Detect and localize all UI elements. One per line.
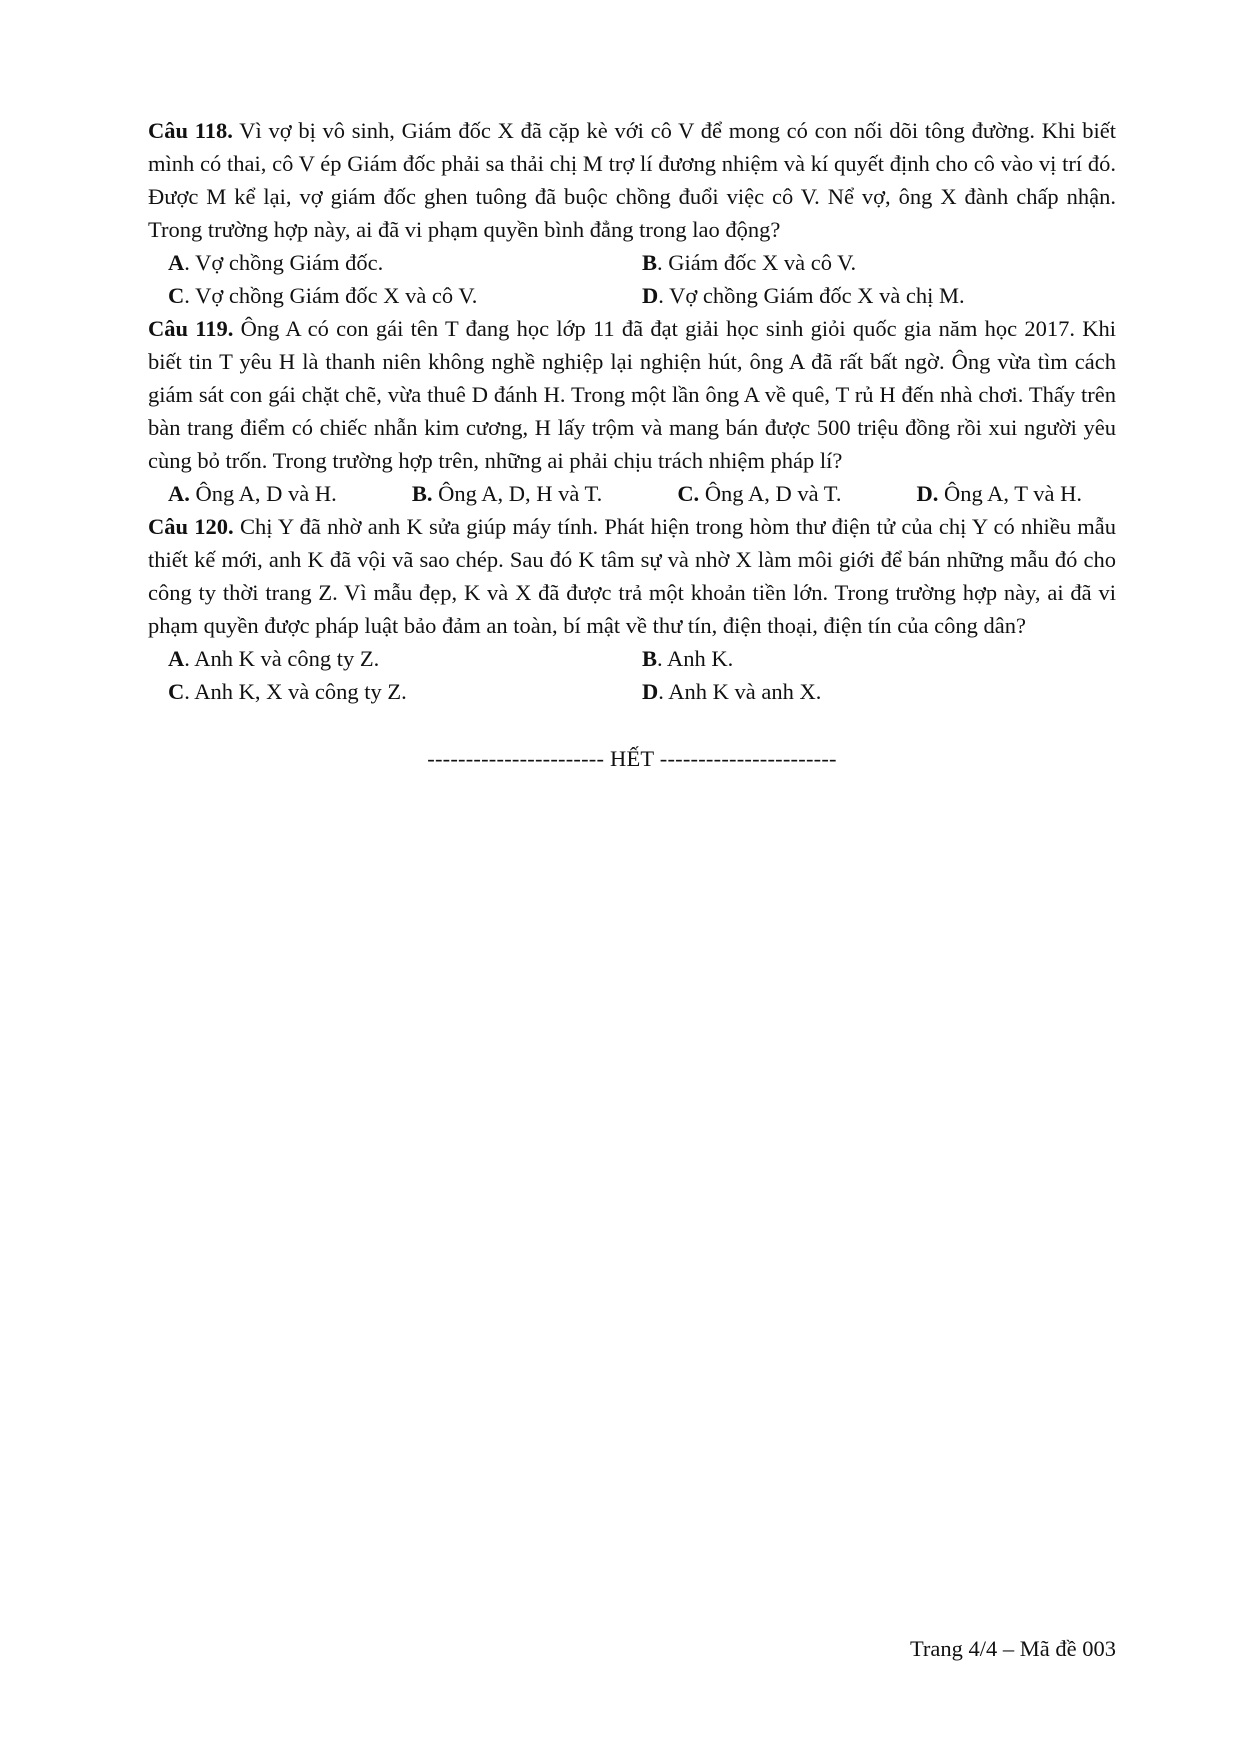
options-row: [148, 279, 1116, 312]
options-row: [148, 642, 1116, 675]
option-letter: B: [642, 250, 658, 275]
question-label: Câu 118.: [148, 118, 233, 143]
question-text: [148, 510, 1116, 642]
option-letter: A: [168, 646, 185, 671]
page-footer: Trang 4/4 – Mã đề 003: [909, 1636, 1116, 1661]
option-letter: A.: [168, 481, 190, 506]
option-c: [168, 675, 642, 708]
question-118: [148, 114, 1116, 312]
end-marker: ----------------------- HẾT -----------------------: [427, 746, 837, 771]
option-a: [168, 246, 642, 279]
option-text: . Anh K và anh X.: [658, 679, 822, 704]
option-a: [168, 642, 642, 675]
option-text: . Giám đốc X và cô V.: [657, 250, 857, 275]
options-row: [148, 246, 1116, 279]
option-text: Ông A, T và H.: [938, 481, 1082, 506]
question-119: [148, 312, 1116, 510]
option-c: [677, 477, 841, 510]
question-label: Câu 119.: [148, 316, 234, 341]
option-text: . Vợ chồng Giám đốc.: [184, 250, 384, 275]
option-a: [168, 477, 337, 510]
option-text: Ông A, D và H.: [189, 481, 337, 506]
option-letter: D: [642, 679, 659, 704]
options-row: [148, 477, 1116, 510]
option-b: [642, 642, 1116, 675]
option-letter: D: [642, 283, 659, 308]
option-b: [642, 246, 1116, 279]
option-c: [168, 279, 642, 312]
option-text: . Vợ chồng Giám đốc X và cô V.: [184, 283, 478, 308]
answer-options: [148, 642, 1116, 708]
question-body: Chị Y đã nhờ anh K sửa giúp máy tính. Phát hiện trong hòm thư điện tử của chị Y có nhiều mẫu thiết kế mới, anh K đã vội vã sao chép. Sau đó K tâm sự và nhờ X làm môi giới để bán những mẫu đó cho công ty thời trang Z. Vì mẫu đẹp, K và X đã được trả một khoản tiền lớn. Trong trường hợp này, ai đã vi phạm quyền được pháp luật bảo đảm an toàn, bí mật về thư tín, điện thoại, điện tín của công dân?: [148, 514, 1116, 638]
answer-options: [148, 246, 1116, 312]
option-text: . Vợ chồng Giám đốc X và chị M.: [658, 283, 965, 308]
option-d: [917, 477, 1082, 510]
question-120: [148, 510, 1116, 708]
question-body: Ông A có con gái tên T đang học lớp 11 đã đạt giải học sinh giỏi quốc gia năm học 2017. Khi biết tin T yêu H là thanh niên không nghề nghiệp lại nghiện hút, ông A đã rất bất ngờ. Ông vừa tìm cách giám sát con gái chặt chẽ, vừa thuê D đánh H. Trong một lần ông A về quê, T rủ H đến nhà chơi. Thấy trên bàn trang điểm có chiếc nhẫn kim cương, H lấy trộm và mang bán được 500 triệu đồng rồi xui người yêu cùng bỏ trốn. Trong trường hợp trên, những ai phải chịu trách nhiệm pháp lí?: [148, 316, 1116, 473]
question-text: [148, 312, 1116, 477]
question-body: Vì vợ bị vô sinh, Giám đốc X đã cặp kè với cô V để mong có con nối dõi tông đường. Khi biết mình có thai, cô V ép Giám đốc phải sa thải chị M trợ lí đương nhiệm và kí quyết định cho cô vào vị trí đó. Được M kể lại, vợ giám đốc ghen tuông đã buộc chồng đuổi việc cô V. Nể vợ, ông X đành chấp nhận. Trong trường hợp này, ai đã vi phạm quyền bình đẳng trong lao động?: [148, 118, 1116, 242]
option-text: Ông A, D và T.: [699, 481, 842, 506]
option-text: . Anh K.: [657, 646, 734, 671]
question-text: [148, 114, 1116, 246]
exam-page: [148, 114, 1116, 775]
option-text: . Anh K, X và công ty Z.: [184, 679, 407, 704]
options-row: [148, 675, 1116, 708]
option-text: Ông A, D, H và T.: [432, 481, 603, 506]
option-letter: C.: [677, 481, 700, 506]
option-d: [642, 279, 1116, 312]
option-text: . Anh K và công ty Z.: [184, 646, 380, 671]
option-b: [412, 477, 602, 510]
option-letter: D.: [916, 481, 939, 506]
option-letter: A: [168, 250, 185, 275]
option-letter: B.: [411, 481, 433, 506]
answer-options: [148, 477, 1116, 510]
option-letter: C: [168, 679, 185, 704]
question-label: Câu 120.: [148, 514, 234, 539]
option-d: [642, 675, 1116, 708]
option-letter: C: [168, 283, 185, 308]
option-letter: B: [642, 646, 658, 671]
